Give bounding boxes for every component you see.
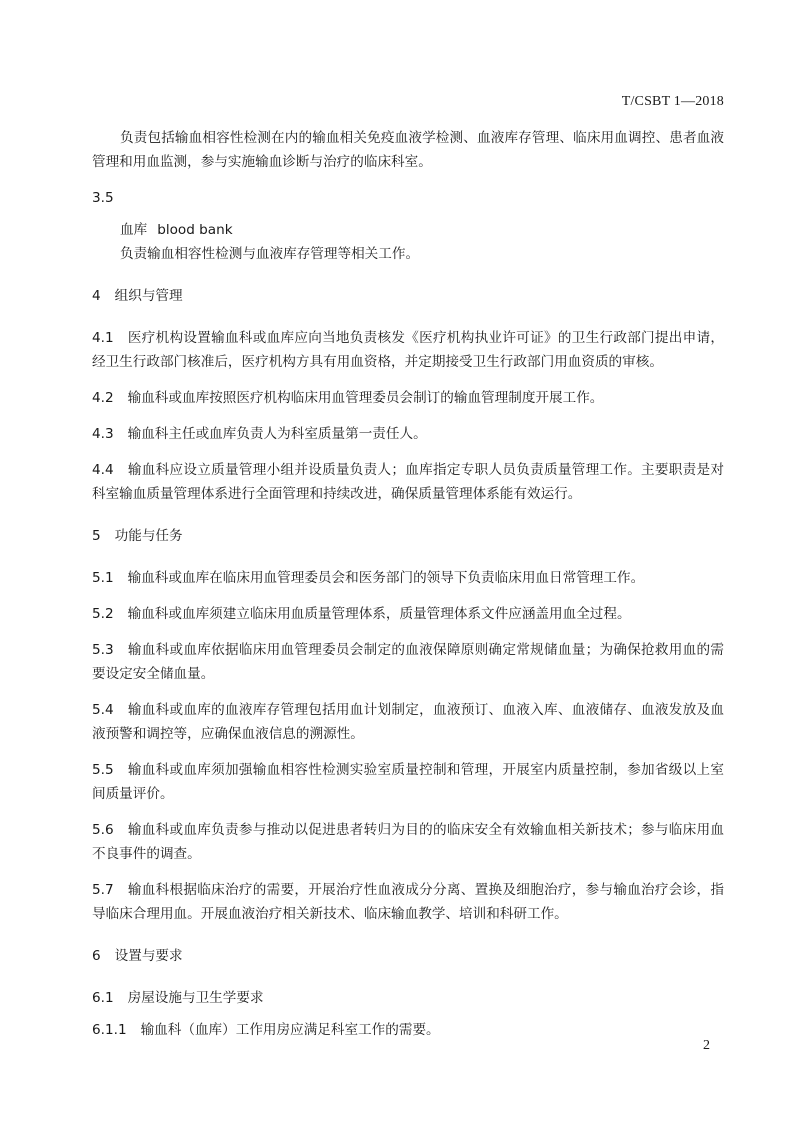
subsection-title: 房屋设施与卫生学要求 bbox=[127, 990, 264, 1006]
clause-4-2 bbox=[92, 386, 724, 410]
section-number: 5 bbox=[92, 528, 101, 544]
clause-number: 5.1 bbox=[92, 570, 114, 586]
clause-5-3 bbox=[92, 638, 724, 686]
clause-5-6 bbox=[92, 818, 724, 866]
clause-number: 5.5 bbox=[92, 762, 114, 778]
document-code: T/CSBT 1—2018 bbox=[621, 94, 724, 109]
clause-text: 输血科或血库按照医疗机构临床用血管理委员会制订的输血管理制度开展工作。 bbox=[127, 390, 604, 406]
clause-4-1 bbox=[92, 326, 724, 374]
clause-number: 5.7 bbox=[92, 882, 114, 898]
clause-text: 输血科（血库）工作用房应满足科室工作的需要。 bbox=[140, 1022, 440, 1038]
clause-number: 5.6 bbox=[92, 822, 114, 838]
clause-number: 5.2 bbox=[92, 606, 114, 622]
clause-text: 输血科主任或血库负责人为科室质量第一责任人。 bbox=[127, 426, 427, 442]
section-title: 功能与任务 bbox=[114, 528, 183, 544]
page-content bbox=[92, 126, 724, 1042]
clause-text: 输血科或血库须建立临床用血质量管理体系，质量管理体系文件应涵盖用血全过程。 bbox=[127, 606, 631, 622]
clause-text: 输血科根据临床治疗的需要，开展治疗性血液成分分离、置换及细胞治疗，参与输血治疗会诊，指导临床合理用血。开展血液治疗相关新技术、临床输血教学、培训和科研工作。 bbox=[92, 882, 724, 922]
clause-number: 6.1.1 bbox=[92, 1022, 127, 1038]
term-en: blood bank bbox=[157, 222, 233, 238]
term-cn: 血库 bbox=[120, 222, 148, 238]
clause-4-3 bbox=[92, 422, 724, 446]
clause-number: 4.1 bbox=[92, 330, 114, 346]
clause-4-4 bbox=[92, 458, 724, 506]
clause-number: 5.3 bbox=[92, 642, 114, 658]
section-3-5-number: 3.5 bbox=[92, 190, 114, 206]
subsection-number: 6.1 bbox=[92, 990, 114, 1006]
clause-6-1-1 bbox=[92, 1018, 724, 1042]
term-definition: 负责输血相容性检测与血液库存管理等相关工作。 bbox=[120, 246, 420, 262]
clause-number: 4.3 bbox=[92, 426, 114, 442]
section-6-heading bbox=[92, 944, 724, 968]
clause-text: 输血科或血库依据临床用血管理委员会制定的血液保障原则确定常规储血量；为确保抢救用血的需要设定安全储血量。 bbox=[92, 642, 724, 682]
clause-number: 5.4 bbox=[92, 702, 114, 718]
subsection-6-1-heading bbox=[92, 986, 724, 1010]
section-number: 4 bbox=[92, 288, 101, 304]
clause-text: 医疗机构设置输血科或血库应向当地负责核发《医疗机构执业许可证》的卫生行政部门提出申请，经卫生行政部门核准后，医疗机构方具有用血资格，并定期接受卫生行政部门用血资质的审核。 bbox=[92, 330, 724, 370]
clause-5-4 bbox=[92, 698, 724, 746]
clause-text: 输血科或血库的血液库存管理包括用血计划制定，血液预订、血液入库、血液储存、血液发放及血液预警和调控等，应确保血液信息的溯源性。 bbox=[92, 702, 724, 742]
section-4-heading bbox=[92, 284, 724, 308]
clause-text: 输血科或血库在临床用血管理委员会和医务部门的领导下负责临床用血日常管理工作。 bbox=[127, 570, 645, 586]
section-title: 设置与要求 bbox=[114, 948, 183, 964]
section-title: 组织与管理 bbox=[114, 288, 183, 304]
term-blood-bank bbox=[92, 218, 724, 242]
clause-text: 输血科或血库负责参与推动以促进患者转归为目的的临床安全有效输血相关新技术；参与临床用血不良事件的调查。 bbox=[92, 822, 724, 862]
clause-5-2 bbox=[92, 602, 724, 626]
clause-5-7 bbox=[92, 878, 724, 926]
clause-number: 4.2 bbox=[92, 390, 114, 406]
section-5-heading bbox=[92, 524, 724, 548]
section-number: 6 bbox=[92, 948, 101, 964]
clause-5-5 bbox=[92, 758, 724, 806]
clause-number: 4.4 bbox=[92, 462, 114, 478]
intro-paragraph: 负责包括输血相容性检测在内的输血相关免疫血液学检测、血液库存管理、临床用血调控、患者血液管理和用血监测，参与实施输血诊断与治疗的临床科室。 bbox=[92, 130, 724, 170]
clause-text: 输血科或血库须加强输血相容性检测实验室质量控制和管理，开展室内质量控制，参加省级以上室间质量评价。 bbox=[92, 762, 724, 802]
clause-5-1 bbox=[92, 566, 724, 590]
page-number: 2 bbox=[703, 1038, 710, 1053]
clause-text: 输血科应设立质量管理小组并设质量负责人；血库指定专职人员负责质量管理工作。主要职责是对科室输血质量管理体系进行全面管理和持续改进，确保质量管理体系能有效运行。 bbox=[92, 462, 724, 502]
